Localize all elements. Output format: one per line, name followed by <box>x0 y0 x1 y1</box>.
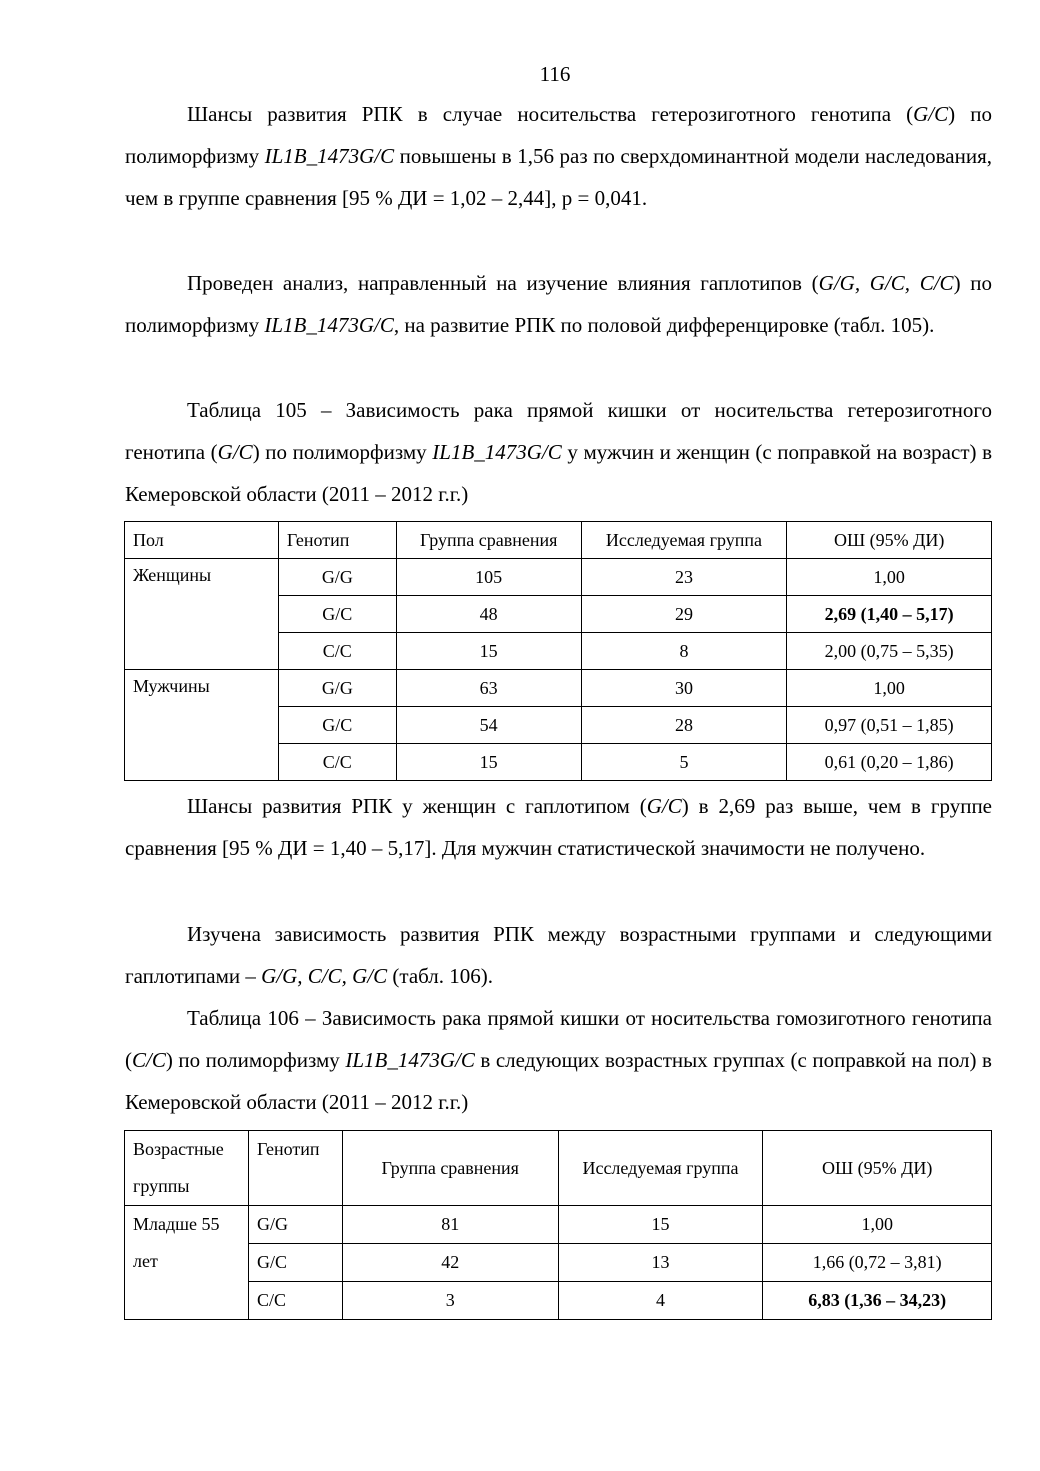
header-genotype: Генотип <box>278 522 396 559</box>
table-row <box>125 559 992 596</box>
cell-odds-ratio: 0,61 (0,20 – 1,86) <box>787 744 992 781</box>
cell-comparison: 15 <box>396 633 581 670</box>
table-106 <box>124 1130 992 1320</box>
group-label-women: Женщины <box>125 559 279 670</box>
cell-comparison: 81 <box>342 1206 558 1244</box>
cell-odds-ratio: 2,69 (1,40 – 5,17) <box>787 596 992 633</box>
table-header-row <box>125 522 992 559</box>
cell-comparison: 3 <box>342 1282 558 1320</box>
cell-study: 29 <box>581 596 787 633</box>
cell-study: 28 <box>581 707 787 744</box>
cell-comparison: 15 <box>396 744 581 781</box>
header-comparison-group: Группа сравнения <box>342 1131 558 1206</box>
cell-genotype: G/G <box>248 1206 342 1244</box>
paragraph-1: Шансы развития РПК в случае носительства гетерозиготного генотипа (G/C) по полиморфизму IL1B_1473G/C повышены в 1,56 раз по сверхдоминантной модели наследования, чем в группе сравнения [95 % ДИ = 1,02 – 2,44], р = 0,041. <box>125 102 993 210</box>
table-106-caption: Таблица 106 – Зависимость рака прямой кишки от носительства гомозиготного генотипа (C/C) по полиморфизму IL1B_1473G/C в следующих возрастных группах (с поправкой на пол) в Кемеровской области (2011 – 2012 г.г.) <box>125 1006 992 1114</box>
cell-odds-ratio: 1,00 <box>787 559 992 596</box>
header-study-group: Исследуемая группа <box>558 1131 763 1206</box>
cell-genotype: C/C <box>278 633 396 670</box>
cell-odds-ratio: 0,97 (0,51 – 1,85) <box>787 707 992 744</box>
cell-comparison: 54 <box>396 707 581 744</box>
cell-study: 23 <box>581 559 787 596</box>
cell-genotype: C/C <box>278 744 396 781</box>
cell-genotype: C/C <box>248 1282 342 1320</box>
page-number: 116 <box>539 62 571 86</box>
cell-genotype: G/C <box>278 596 396 633</box>
table-105 <box>124 521 992 781</box>
cell-study: 8 <box>581 633 787 670</box>
table-105-caption: Таблица 105 – Зависимость рака прямой кишки от носительства гетерозиготного генотипа (G/C) по полиморфизму IL1B_1473G/C у мужчин и женщин (с поправкой на возраст) в Кемеровской области (2011 – 2012 г.г.) <box>125 398 992 506</box>
cell-genotype: G/C <box>278 707 396 744</box>
cell-study: 30 <box>581 670 787 707</box>
cell-genotype: G/G <box>278 559 396 596</box>
paragraph-4: Изучена зависимость развития РПК между возрастными группами и следующими гаплотипами – G/G, C/C, G/C (табл. 106). <box>125 922 992 988</box>
cell-study: 13 <box>558 1244 763 1282</box>
cell-odds-ratio: 1,66 (0,72 – 3,81) <box>763 1244 992 1282</box>
cell-odds-ratio: 1,00 <box>763 1206 992 1244</box>
header-genotype: Генотип <box>248 1131 342 1206</box>
cell-odds-ratio: 1,00 <box>787 670 992 707</box>
table-header-row <box>125 1131 992 1206</box>
paragraph-2: Проведен анализ, направленный на изучение влияния гаплотипов (G/G, G/C, C/C) по полиморфизму IL1B_1473G/C, на развитие РПК по половой дифференцировке (табл. 105). <box>125 271 992 337</box>
cell-genotype: G/C <box>248 1244 342 1282</box>
cell-study: 5 <box>581 744 787 781</box>
header-odds-ratio: ОШ (95% ДИ) <box>787 522 992 559</box>
cell-study: 4 <box>558 1282 763 1320</box>
table-row <box>125 670 992 707</box>
cell-genotype: G/G <box>278 670 396 707</box>
group-label-men: Мужчины <box>125 670 279 781</box>
table-row <box>125 1244 992 1282</box>
header-study-group: Исследуемая группа <box>581 522 787 559</box>
cell-comparison: 63 <box>396 670 581 707</box>
header-comparison-group: Группа сравнения <box>396 522 581 559</box>
cell-study: 15 <box>558 1206 763 1244</box>
cell-comparison: 48 <box>396 596 581 633</box>
table-row <box>125 1206 992 1244</box>
group-label-under-55: Младше 55 лет <box>125 1206 249 1320</box>
cell-odds-ratio: 2,00 (0,75 – 5,35) <box>787 633 992 670</box>
paragraph-3: Шансы развития РПК у женщин с гаплотипом (G/C) в 2,69 раз выше, чем в группе сравнения [95 % ДИ = 1,40 – 5,17]. Для мужчин статистической значимости не получено. <box>125 794 993 860</box>
header-age-groups: Возрастные группы <box>125 1131 249 1206</box>
cell-comparison: 105 <box>396 559 581 596</box>
header-odds-ratio: ОШ (95% ДИ) <box>763 1131 992 1206</box>
header-sex: Пол <box>125 522 279 559</box>
cell-comparison: 42 <box>342 1244 558 1282</box>
cell-odds-ratio: 6,83 (1,36 – 34,23) <box>763 1282 992 1320</box>
table-row <box>125 1282 992 1320</box>
